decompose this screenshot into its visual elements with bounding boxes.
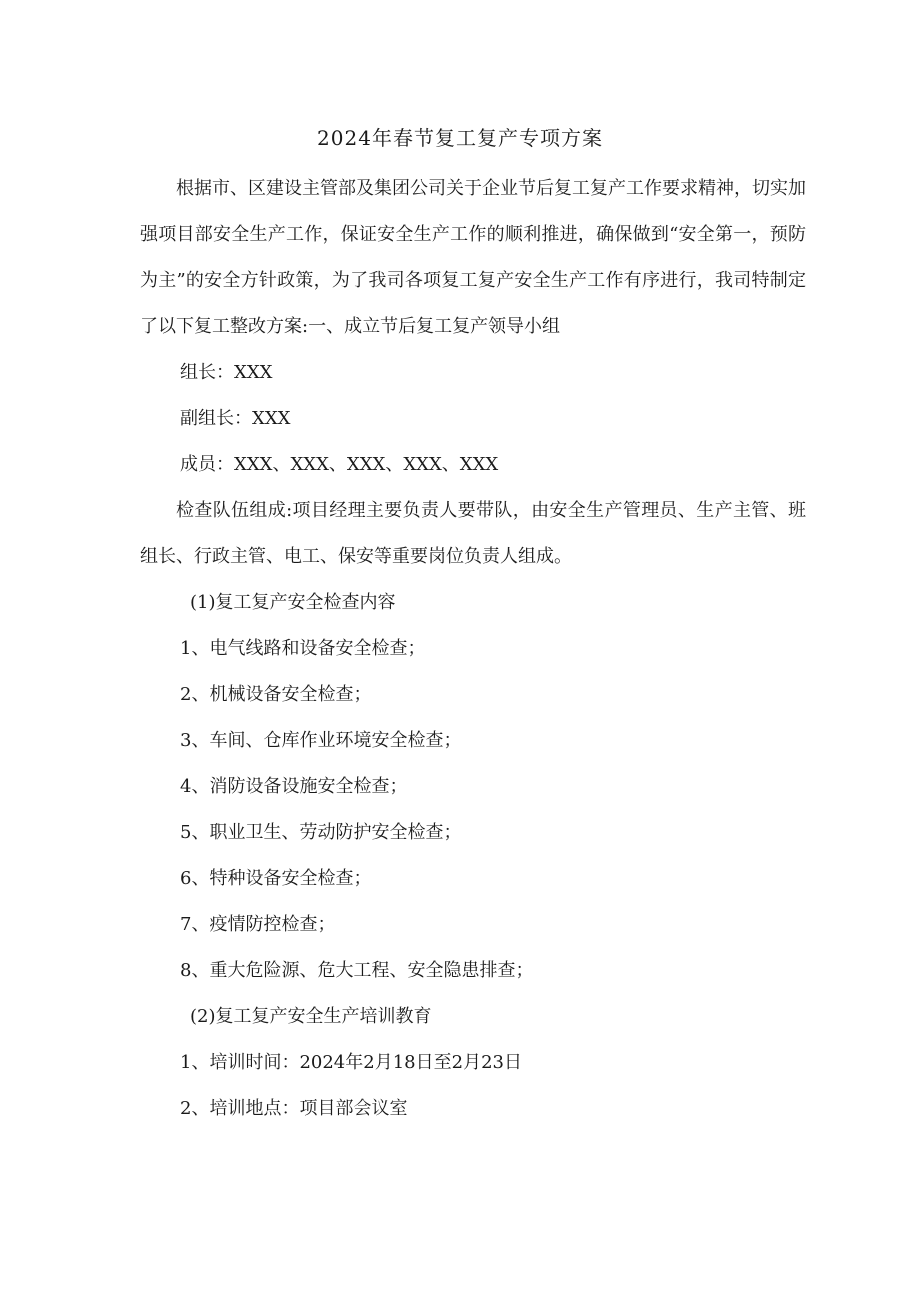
list-item: 8、重大危险源、危大工程、安全隐患排查； bbox=[180, 960, 534, 981]
document-title: 2024年春节复工复产专项方案 bbox=[317, 126, 603, 150]
section-heading-safety-training: (2)复工复产安全生产培训教育 bbox=[190, 1006, 432, 1027]
document-body bbox=[140, 166, 806, 1132]
list-item: 1、培训时间：2024年2月18日至2月23日 bbox=[180, 1052, 522, 1073]
list-item: 1、电气线路和设备安全检查； bbox=[180, 638, 426, 659]
list-item: 4、消防设备设施安全检查； bbox=[180, 776, 408, 797]
list-item: 2、机械设备安全检查； bbox=[180, 684, 372, 705]
list-item: 2、培训地点：项目部会议室 bbox=[180, 1098, 408, 1119]
members-line: 成员：XXX、XXX、XXX、XXX、XXX bbox=[180, 454, 499, 475]
leader-line: 组长：XXX bbox=[180, 362, 273, 383]
deputy-leader-line: 副组长：XXX bbox=[180, 408, 291, 429]
list-item: 5、职业卫生、劳动防护安全检查； bbox=[180, 822, 462, 843]
section-heading-safety-inspection: (1)复工复产安全检查内容 bbox=[190, 592, 396, 613]
list-item: 6、特种设备安全检查； bbox=[180, 868, 372, 889]
list-item: 3、车间、仓库作业环境安全检查； bbox=[180, 730, 462, 751]
intro-paragraph: 根据市、区建设主管部及集团公司关于企业节后复工复产工作要求精神，切实加强项目部安全生产工作，保证安全生产工作的顺利推进，确保做到“安全第一，预防为主”的安全方针政策，为了我司各项复工复产安全生产工作有序进行，我司特制定了以下复工整改方案:一、成立节后复工复产领导小组 bbox=[140, 178, 806, 337]
list-item: 7、疫情防控检查； bbox=[180, 914, 336, 935]
inspection-team-paragraph: 检查队伍组成:项目经理主要负责人要带队，由安全生产管理员、生产主管、班组长、行政主管、电工、保安等重要岗位负责人组成。 bbox=[140, 500, 806, 567]
